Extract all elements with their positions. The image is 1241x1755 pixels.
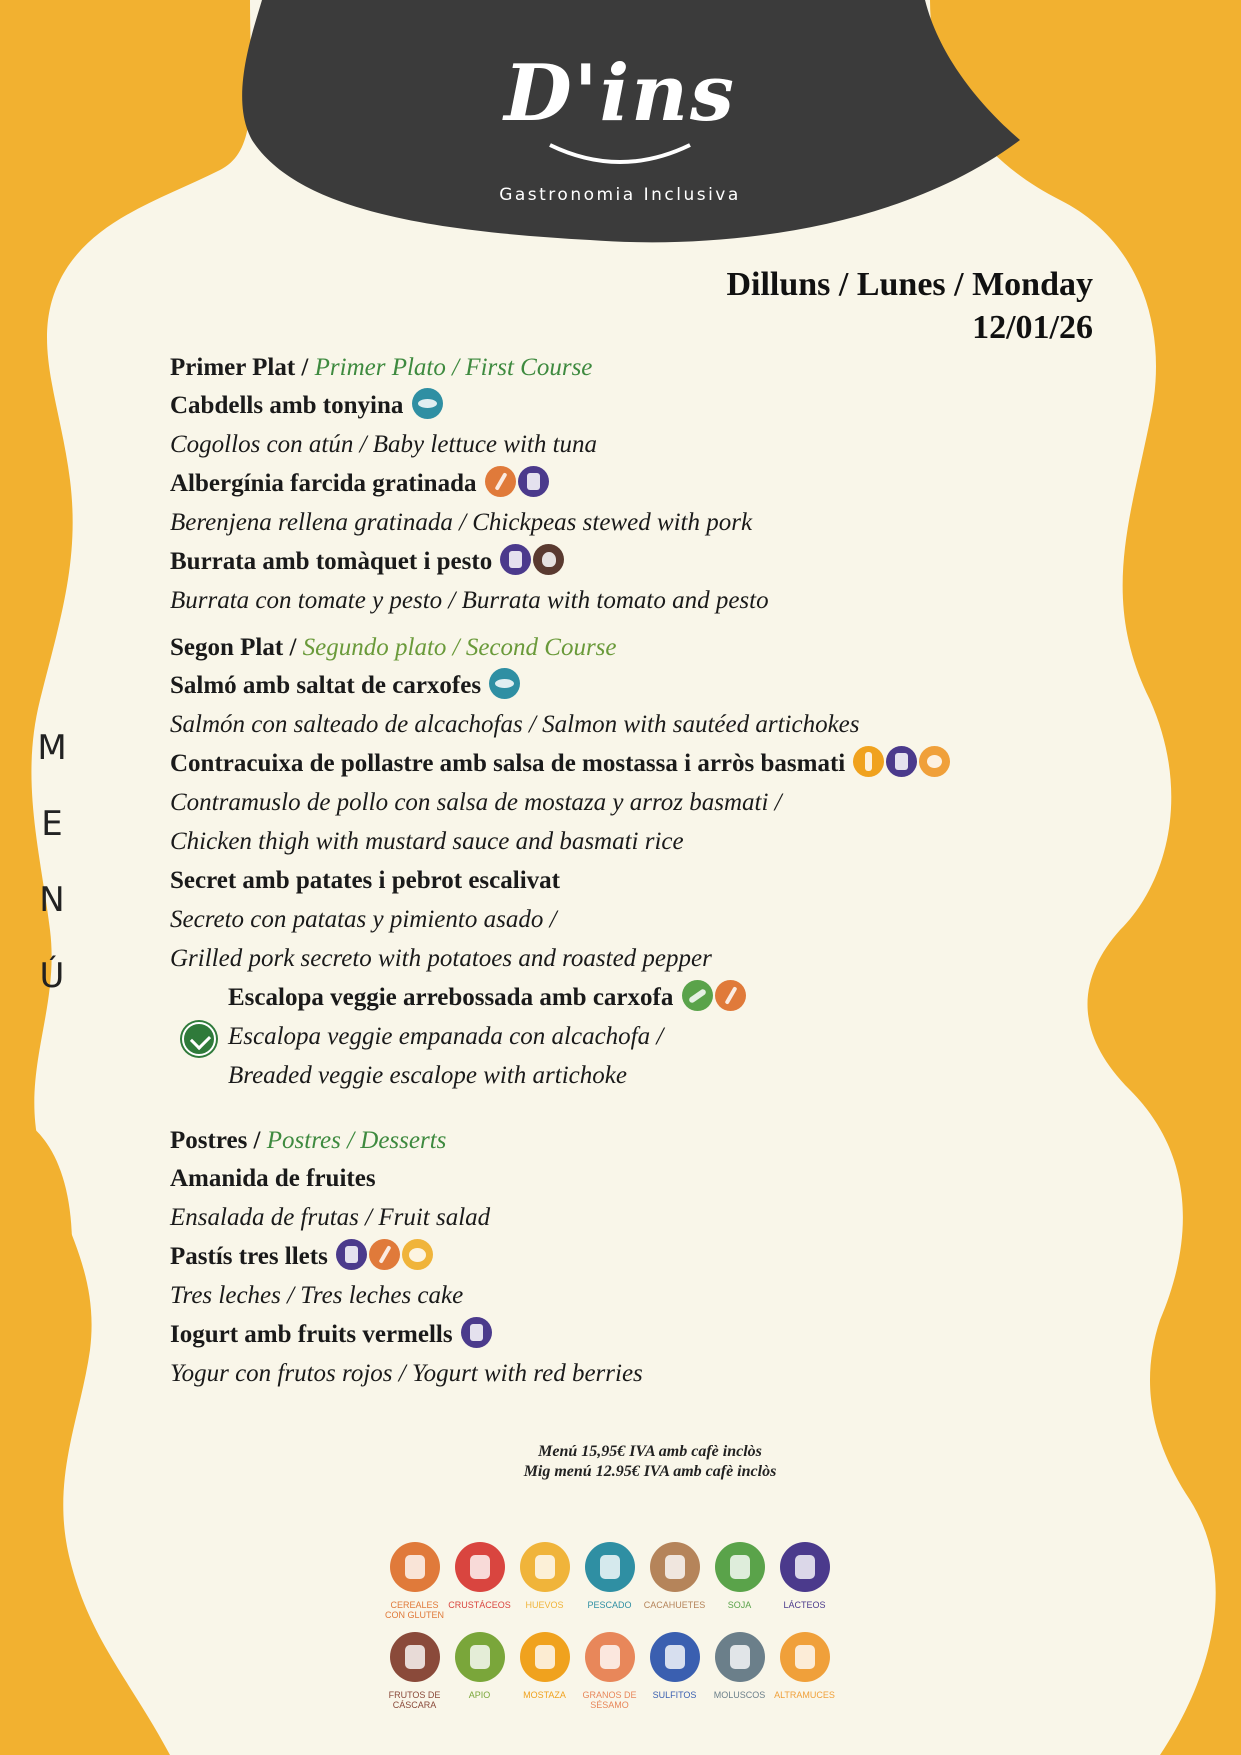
nut-icon [533,544,564,575]
peanut-icon [650,1542,700,1592]
side-letter: N [39,880,65,920]
section-title-second [170,630,1090,666]
legend-row [382,1542,842,1632]
legend-label: CEREALES CON GLUTEN [384,1600,444,1620]
legend-item [642,1632,707,1722]
legend-item [772,1542,837,1632]
sesame-icon [585,1632,635,1682]
legend-item [707,1542,772,1632]
legend-label: PESCADO [587,1600,632,1610]
fish-icon [585,1542,635,1592]
legend-label: LÁCTEOS [783,1600,826,1610]
legend-label: CRUSTÁCEOS [448,1600,511,1610]
side-title [30,728,74,1032]
legend-label: SULFITOS [652,1690,697,1700]
side-letter: Ú [39,956,65,996]
fish-icon [412,388,443,419]
section-title: Primer Plat / [170,354,315,381]
price-info [470,1442,830,1482]
legend-label: MOSTAZA [523,1690,566,1700]
dish-translation: Escalopa veggie empanada con alcachofa / [228,1023,664,1050]
legend-item [577,1632,642,1722]
legend-item [772,1632,837,1722]
menu-body [170,350,1090,1393]
mustard-icon [520,1632,570,1682]
legend-label: CACAHUETES [643,1600,706,1610]
legend-item [577,1542,642,1632]
dish-name: Cabdells amb tonyina [170,386,1090,425]
dish-name: Escalopa veggie arrebossada amb carxofa [170,978,1090,1017]
celery-icon [455,1632,505,1682]
fish-icon [489,668,520,699]
section-title-alt: Primer Plato / First Course [314,354,593,381]
dish-translation: Cogollos con atún / Baby lettuce with tuna [170,431,598,458]
dish-name: Secret amb patates i pebrot escalivat [170,867,560,894]
logo-brand: D'ins [504,48,736,139]
dish-name: Contracuixa de pollastre amb salsa de mostassa i arròs basmati [170,744,1090,783]
dish-name: Salmó amb saltat de carxofes [170,666,1090,705]
legend-label: APIO [468,1690,491,1700]
section-title: Segon Plat / [170,634,303,661]
egg-icon [402,1239,433,1270]
legend-label: MOLUSCOS [713,1690,766,1700]
vegan-icon [182,1022,216,1056]
side-letter: E [41,804,63,844]
legend-item [512,1632,577,1722]
wheat-icon [390,1542,440,1592]
section-title-first [170,350,1090,386]
lupin-icon [919,746,950,777]
dish-name: Burrata amb tomàquet i pesto [170,542,1090,581]
wheat-icon [485,466,516,497]
side-letter: M [37,728,67,768]
price-menu: Menú 15,95€ IVA amb cafè inclòs [538,1443,762,1460]
day-name: Dilluns / Lunes / Monday [726,266,1093,303]
dish-translation: Chicken thigh with mustard sauce and basmati rice [170,828,684,855]
crab-icon [455,1542,505,1592]
allergen-legend [382,1542,842,1722]
logo [470,48,770,205]
legend-label: SOJA [727,1600,752,1610]
dish-translation: Grilled pork secreto with potatoes and roasted pepper [170,945,712,972]
dish-name: Iogurt amb fruits vermells [170,1315,1090,1354]
legend-item [382,1542,447,1632]
milk-icon [780,1542,830,1592]
sulphite-icon [650,1632,700,1682]
dish-translation: Berenjena rellena gratinada / Chickpeas stewed with pork [170,509,753,536]
milk-icon [886,746,917,777]
dish-name: Albergínia farcida gratinada [170,464,1090,503]
legend-item [512,1542,577,1632]
milk-icon [518,466,549,497]
legend-item [707,1632,772,1722]
dish-translation: Burrata con tomate y pesto / Burrata with tomato and pesto [170,587,769,614]
dish-translation: Tres leches / Tres leches cake [170,1282,464,1309]
milk-icon [461,1317,492,1348]
price-half-menu: Mig menú 12.95€ IVA amb cafè inclòs [523,1463,777,1480]
lupin-icon [780,1632,830,1682]
logo-tagline: Gastronomia Inclusiva [499,185,741,205]
soy-icon [715,1542,765,1592]
egg-icon [520,1542,570,1592]
legend-item [382,1632,447,1722]
legend-item [447,1542,512,1632]
section-title: Postres / [170,1127,267,1154]
mustard-icon [853,746,884,777]
dish-translation: Secreto con patatas y pimiento asado / [170,906,557,933]
legend-item [642,1542,707,1632]
legend-label: ALTRAMUCES [774,1690,835,1700]
dish-translation: Yogur con frutos rojos / Yogurt with red berries [170,1360,643,1387]
dish-name: Pastís tres llets [170,1237,1090,1276]
day-header [726,263,1093,349]
day-date: 12/01/26 [972,309,1093,346]
nut-icon [390,1632,440,1682]
legend-row [382,1632,842,1722]
soy-icon [682,980,713,1011]
legend-label: HUEVOS [525,1600,564,1610]
section-title-desserts [170,1123,1090,1159]
dish-translation: Breaded veggie escalope with artichoke [228,1062,627,1089]
smile-icon [540,139,700,169]
milk-icon [500,544,531,575]
shell-icon [715,1632,765,1682]
wheat-icon [715,980,746,1011]
legend-label: FRUTOS DE CÁSCARA [388,1690,441,1710]
dish-name: Amanida de fruites [170,1165,376,1192]
wheat-icon [369,1239,400,1270]
legend-label: GRANOS DE SÉSAMO [582,1690,637,1710]
dish-translation: Salmón con salteado de alcachofas / Salmon with sautéed artichokes [170,711,860,738]
dish-translation: Ensalada de frutas / Fruit salad [170,1204,491,1231]
section-title-alt: Segundo plato / Second Course [302,634,617,661]
milk-icon [336,1239,367,1270]
section-title-alt: Postres / Desserts [266,1127,447,1154]
dish-translation: Contramuslo de pollo con salsa de mostaza y arroz basmati / [170,789,782,816]
legend-item [447,1632,512,1722]
